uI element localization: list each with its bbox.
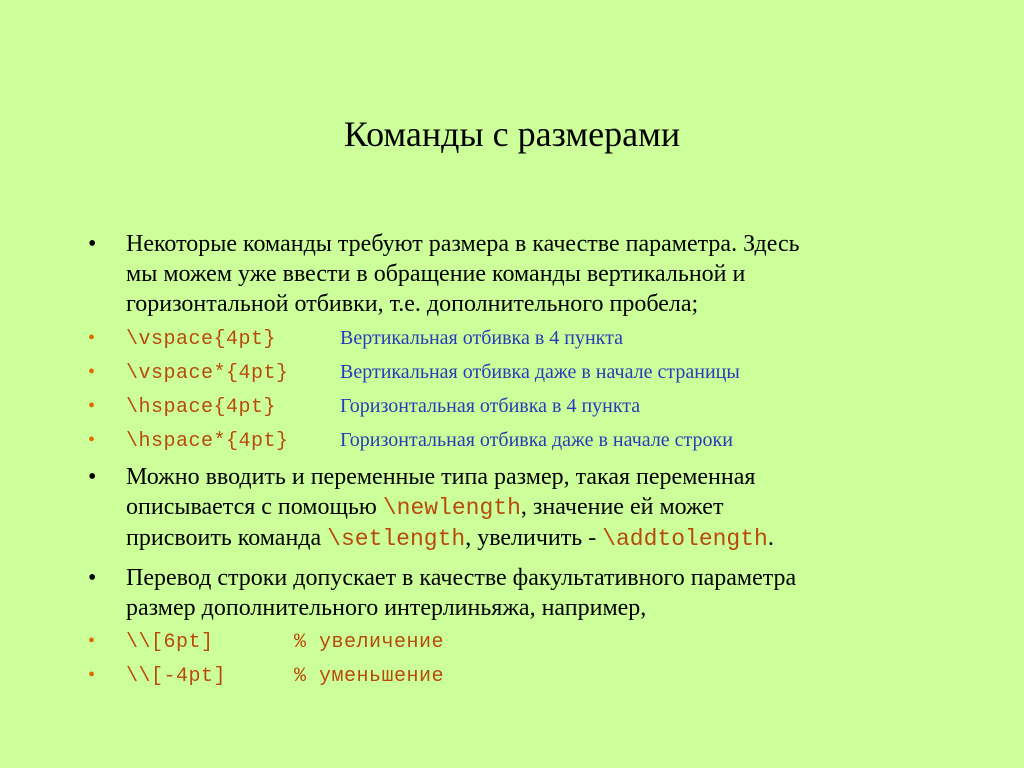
variables-line-2-pre: описывается с помощью [126, 494, 383, 520]
example-code: \\[-4pt] [126, 665, 227, 688]
command-line [126, 325, 946, 353]
example-comment: % уменьшение [294, 665, 445, 688]
bullet-dot: • [88, 630, 96, 652]
command-line [126, 359, 946, 387]
command-description: Горизонтальная отбивка в 4 пункта [340, 395, 641, 417]
intro-line-2: мы можем уже ввести в обращение команды вертикальной и [126, 261, 746, 287]
command-description: Вертикальная отбивка даже в начале страницы [340, 361, 740, 383]
linebreak-line-2: размер дополнительного интерлиньяжа, например, [126, 595, 647, 621]
variables-line-1: Можно вводить и переменные типа размер, такая переменная [126, 464, 756, 490]
bullet-variables-text [126, 462, 946, 554]
variables-line-2 [126, 492, 946, 523]
variables-line-3-pre: присвоить команда [126, 525, 328, 551]
bullet-dot: • [88, 464, 97, 490]
command-line [126, 393, 946, 421]
example-line [126, 662, 946, 690]
example-comment: % увеличение [294, 631, 445, 654]
command-line [126, 427, 946, 455]
setlength-code: \setlength [327, 526, 466, 552]
bullet-dot: • [88, 327, 96, 349]
command-code: \hspace*{4pt} [126, 430, 289, 453]
command-description: Вертикальная отбивка в 4 пункта [340, 327, 623, 349]
linebreak-line-1: Перевод строки допускает в качестве факультативного параметра [126, 565, 797, 591]
variables-line-2-post: , значение ей может [520, 494, 724, 520]
bullet-dot: • [88, 565, 97, 591]
variables-line-3 [126, 523, 946, 554]
bullet-dot: • [88, 395, 96, 417]
slide-title: Команды с размерами [343, 114, 681, 154]
example-code: \\[6pt] [126, 631, 214, 654]
intro-line-3: горизонтальной отбивки, т.е. дополнительного пробела; [126, 291, 699, 317]
bullet-dot: • [88, 664, 96, 686]
bullet-dot: • [88, 429, 96, 451]
bullet-linebreak-text [126, 563, 946, 623]
example-line [126, 628, 946, 656]
variables-line-3-mid: , увеличить - [465, 525, 603, 551]
addtolength-code: \addtolength [602, 526, 768, 552]
intro-line-1: Некоторые команды требуют размера в качестве параметра. Здесь [126, 231, 800, 257]
command-code: \vspace{4pt} [126, 328, 277, 351]
newlength-code: \newlength [382, 495, 521, 521]
command-description: Горизонтальная отбивка даже в начале строки [340, 429, 733, 451]
command-code: \hspace{4pt} [126, 396, 277, 419]
bullet-dot: • [88, 231, 97, 257]
bullet-intro-text [126, 229, 946, 319]
command-code: \vspace*{4pt} [126, 362, 289, 385]
variables-line-3-end: . [767, 525, 774, 551]
bullet-dot: • [88, 361, 96, 383]
